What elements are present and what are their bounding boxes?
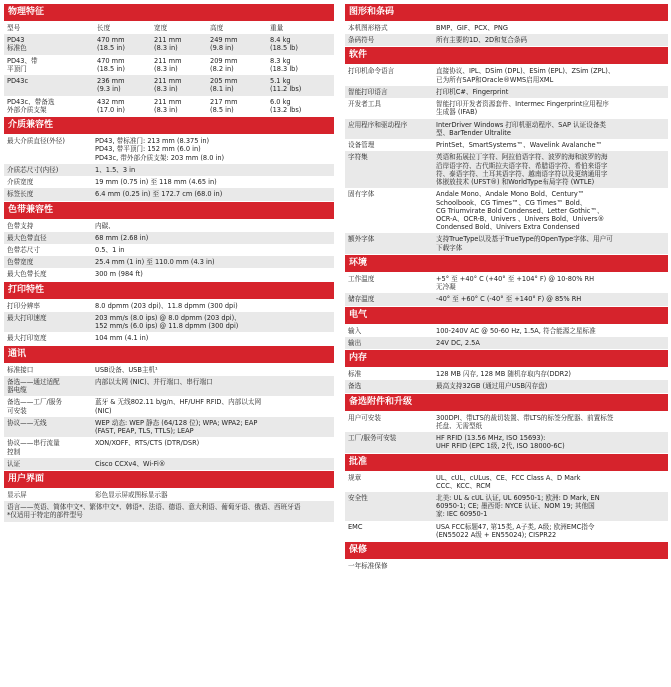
section-media: 介质兼容性 (4, 117, 334, 134)
spec-row (345, 412, 668, 432)
spec-value: USB设备、USB主机¹ (95, 365, 158, 374)
dims-cell: PD43c、带备选 外部介质支架 (7, 97, 55, 114)
spec-value: 104 mm (4.1 in) (95, 334, 149, 343)
spec-key: 最大色带长度 (7, 270, 47, 279)
spec-row (345, 65, 668, 85)
spec-row (345, 325, 668, 337)
dims-cell: PD43c (7, 77, 29, 86)
spec-key: 色带芯尺寸 (7, 245, 40, 254)
spec-key: 储存温度 (348, 295, 375, 304)
section-warranty: 保修 (345, 542, 668, 559)
ui-display-key: 显示屏 (7, 490, 27, 499)
spec-row (345, 273, 668, 293)
spec-key: 输出 (348, 338, 362, 347)
spec-key: 用户可安装 (348, 413, 381, 422)
spec-value: 蓝牙 & 无线802.11 b/g/n、HF/UHF RFID、内部以太网 (NIC) (95, 398, 262, 415)
spec-value: WEP 动态: WEP 静态 (64/128 位); WPA; WPA2; EAP (FAST, PEAP, TLS, TTLS); LEAP (95, 418, 258, 436)
section-ui: 用户界面 (4, 471, 334, 488)
dims-cell: 470 mm (18.5 in) (97, 36, 125, 53)
spec-row (345, 472, 668, 492)
spec-value: 直接协议、IPL、DSim (DPL)、ESim (EPL)、ZSim (ZPL)、 已为所有SAP和Oracle®WMS启用XML (436, 67, 615, 84)
spec-key: 安全性 (348, 493, 368, 502)
spec-value: 所有主要的1D、2D和复合条码 (436, 36, 528, 45)
spec-value: Cisco CCXv4、Wi-Fi® (95, 459, 166, 468)
spec-key: 色带宽度 (7, 258, 34, 267)
spec-value: 1、1.5、3 in (95, 165, 136, 174)
spec-value: 6.4 mm (0.25 in) 至 172.7 cm (68.0 in) (95, 190, 223, 199)
dims-cell: 211 mm (8.3 in) (154, 77, 182, 94)
spec-value: 英语和拓展拉丁字符、阿拉伯语字符、波罗的海和波罗的海 沿岸语字符、古代斯拉夫语字符、希腊语字符、希伯来语字 符、泰语字符、土耳其语字符、越南语字符以及更纳通用字 体嵌放技术 (UFST®) 和WorldType布局字符 (WTLE) (436, 153, 608, 187)
spec-key: 工作温度 (348, 274, 375, 283)
spec-key: 最大色带直径 (7, 233, 47, 242)
spec-row (4, 268, 334, 280)
spec-row (4, 244, 334, 256)
spec-key: 输入 (348, 326, 362, 335)
spec-key: 协议——无线 (7, 418, 47, 427)
dims-row (4, 75, 334, 95)
spec-row (4, 376, 334, 396)
section-memory: 内存 (345, 350, 668, 367)
spec-row (4, 312, 334, 332)
spec-key: 打印机命令语言 (348, 67, 395, 76)
dims-row (4, 55, 334, 75)
dims-cell: 211 mm (8.3 in) (154, 56, 182, 73)
spec-row (4, 220, 334, 232)
spec-value: -40° 至 +60° C (-40° 至 +140° F) @ 85% RH (436, 295, 582, 304)
spec-row (4, 256, 334, 268)
spec-value: BMP、GIF、PCX、PNG (436, 24, 508, 32)
dims-cell: 211 mm (8.3 in) (154, 97, 182, 114)
section-electrical: 电气 (345, 307, 668, 324)
dims-cell: 217 mm (8.5 in) (210, 97, 238, 114)
dims-cell: 205 mm (8.1 in) (210, 77, 238, 94)
spec-value: 19 mm (0.75 in) 至 118 mm (4.65 in) (95, 178, 217, 187)
spec-value: 内部以太网 (NIC)、并行端口、串行端口 (95, 377, 213, 386)
spec-key: 介质宽度 (7, 178, 34, 187)
spec-key: 本机图形格式 (348, 24, 388, 32)
dims-cell: 470 mm (18.5 in) (97, 56, 125, 73)
spec-row (345, 151, 668, 188)
spec-key: 备选 (348, 382, 362, 391)
section-graphics: 图形和条码 (345, 4, 668, 21)
spec-value: XON/XOFF、RTS/CTS (DTR/DSR) (95, 439, 200, 448)
spec-row (345, 492, 668, 521)
spec-row (4, 437, 334, 457)
spec-value: +5° 至 +40° C (+40° 至 +104° F) @ 10-80% RH 无冷凝 (436, 274, 595, 292)
spec-key: 条码符号 (348, 36, 375, 45)
spec-row (345, 432, 668, 452)
section-comm: 通讯 (4, 346, 334, 363)
spec-key: 打印分辨率 (7, 301, 40, 310)
spec-row (345, 337, 668, 349)
spec-value: PD43, 带标准门: 213 mm (8.375 in) PD43, 带平顶门: 152 mm (6.0 in) PD43c, 带外部介质支架: 203 mm (8.0 in) (95, 137, 225, 162)
spec-row (4, 458, 334, 470)
dims-cell: 236 mm (9.3 in) (97, 77, 125, 94)
dims-cell: 6.0 kg (13.2 lbs) (270, 97, 302, 114)
spec-key: 最大打印宽度 (7, 334, 47, 343)
spec-key: 备选——通过适配 器电缆 (7, 377, 60, 395)
spec-row (4, 417, 334, 437)
left-column (4, 4, 334, 522)
dims-cell: 8.4 kg (18.5 lb) (270, 36, 298, 53)
spec-value: HF RFID (13.56 MHz, ISO 15693): UHF RFID (EPC 1级, 2代, ISO 18000-6C) (436, 434, 565, 451)
spec-row (4, 164, 334, 176)
spec-value: 打印机C#、Fingerprint (436, 87, 509, 96)
spec-value: 24V DC, 2.5A (436, 338, 480, 347)
spec-key: 标签长度 (7, 190, 34, 199)
spec-key: EMC (348, 522, 363, 531)
spec-row (345, 188, 668, 233)
dims-cell: 5.1 kg (11.2 lbs) (270, 77, 302, 94)
spec-value: 25.4 mm (1 in) 至 110.0 mm (4.3 in) (95, 258, 215, 267)
section-physical: 物理特征 (4, 4, 334, 21)
spec-row (4, 188, 334, 200)
spec-key: 认证 (7, 459, 21, 468)
ui-language-text: 语言——英语、简体中文*、繁体中文*、韩语*、法语、德语、意大利语、葡萄牙语、俄语、西班牙语 *仅适用于特定的部件型号 (7, 503, 301, 520)
spec-key: 字符集 (348, 153, 368, 162)
col-weight: 重量 (270, 24, 284, 32)
dims-cell: 8.3 kg (18.3 lb) (270, 56, 298, 73)
spec-row (345, 34, 668, 46)
spec-row (4, 176, 334, 188)
spec-value: 北美: UL & cUL 认证, UL 60950-1; 欧洲: D Mark, EN 60950-1; CE; 墨西哥: NYCE 认证、NOM 19; 其他国 家: IEC 60950-1 (436, 493, 600, 519)
section-approvals: 批准 (345, 454, 668, 471)
ui-display-value: 彩色显示屏或图标显示器 (95, 490, 168, 499)
spec-key: 智能打印语言 (348, 87, 388, 96)
ui-language-row (4, 501, 334, 521)
spec-value: InterDriver Windows 打印机驱动程序、SAP 认证设备类 型、BarTender Ultralite (436, 120, 607, 137)
dims-cell: 432 mm (17.0 in) (97, 97, 125, 114)
spec-value: 203 mm/s (8.0 ips) @ 8.0 dpmm (203 dpi)、 152 mm/s (6.0 ips) @ 11.8 dpmm (300 dpi) (95, 313, 241, 331)
spec-row (4, 232, 334, 244)
spec-value: 智能打印开发者资源套件、Intermec Fingerprint应用程序 生成器 (IFAB) (436, 100, 609, 117)
spec-row (345, 119, 668, 139)
spec-key: 设备管理 (348, 141, 375, 150)
spec-value: 8.0 dpmm (203 dpi)、11.8 dpmm (300 dpi) (95, 301, 238, 310)
spec-key: 开发者工具 (348, 100, 381, 109)
spec-value: UL、cUL、cULus、CE、FCC Class A、D Mark CCC、KCC、RCM (436, 473, 581, 490)
section-software: 软件 (345, 47, 668, 64)
ui-display-row (4, 489, 334, 501)
spec-row (345, 380, 668, 392)
spec-key: 最大介质直径(外径) (7, 137, 65, 146)
spec-value: 内碳、 (95, 221, 115, 230)
spec-value: 支持TrueType以及基于TrueType的OpenType字体、用户可 下载字体 (436, 235, 613, 252)
spec-key: 标准接口 (7, 365, 34, 374)
spec-key: 标准 (348, 370, 362, 379)
spec-row (4, 396, 334, 416)
section-accessories: 备选附件和升级 (345, 394, 668, 411)
spec-row (345, 521, 668, 541)
col-width: 宽度 (154, 24, 168, 32)
spec-value: 100-240V AC @ 50-60 Hz, 1.5A, 符合能源之星标准 (436, 326, 596, 335)
spec-row (345, 233, 668, 253)
col-length: 长度 (97, 24, 111, 32)
spec-value: 0.5、1 in (95, 245, 125, 254)
spec-row (4, 135, 334, 164)
spec-key: 固有字体 (348, 190, 375, 199)
spec-key: 规章 (348, 473, 362, 482)
dims-row (4, 96, 334, 116)
dims-row (4, 34, 334, 54)
spec-key: 额外字体 (348, 235, 375, 244)
dims-cell: 209 mm (8.2 in) (210, 56, 238, 73)
spec-row (345, 368, 668, 380)
dims-cell: PD43、带 平顶门 (7, 56, 38, 73)
spec-value: 最高支持32GB (通过用户USB闪存盘) (436, 382, 548, 391)
spec-key: 协议——串行流量 控制 (7, 439, 60, 456)
spec-row (345, 139, 668, 151)
spec-row (4, 300, 334, 312)
spec-value: Andale Mono、Andale Mono Bold、Century™ Schoolbook、CG Times™、CG Times™ Bold、 CG Triumvirate Bold Condensed、Letter Gothic™、 OCR-A、OCR-B、Univers 、Univers Bold、Univers® Condensed Bold、Univers Extra Condensed (436, 190, 605, 232)
spec-value: PrintSet、SmartSystems™、Wavelink Avalanche™ (436, 141, 603, 150)
section-ribbon: 色带兼容性 (4, 202, 334, 219)
warranty-text: 一年标准保修 (348, 562, 388, 571)
spec-row (345, 98, 668, 118)
dims-header (4, 22, 334, 34)
warranty-row (345, 560, 668, 572)
dims-cell: PD43 标准色 (7, 36, 27, 53)
spec-key: 介质芯尺寸(内径) (7, 165, 59, 174)
spec-value: 300DPI、带LTS的裁切装置、带LTS的标签分配器、前置标签 托盘、无需型纸 (436, 413, 614, 430)
dims-cell: 249 mm (9.8 in) (210, 36, 238, 53)
spec-row (4, 332, 334, 344)
spec-row (4, 364, 334, 376)
spec-value: 300 m (984 ft) (95, 270, 143, 279)
spec-key: 工厂/服务可安装 (348, 434, 397, 443)
spec-key: 色带支持 (7, 221, 34, 230)
spec-value: USA FCC标题47, 第15类, A子类, A级; 欧洲EMC指令 (EN55022 A级 + EN55024); CISPR22 (436, 522, 595, 539)
spec-row (345, 86, 668, 98)
section-environment: 环境 (345, 255, 668, 272)
dims-cell: 211 mm (8.3 in) (154, 36, 182, 53)
spec-value: 68 mm (2.68 in) (95, 233, 149, 242)
section-print: 打印特性 (4, 282, 334, 299)
spec-value: 128 MB 闪存, 128 MB 随机存取内存(DDR2) (436, 370, 571, 379)
col-height: 高度 (210, 24, 224, 32)
spec-key: 应用程序和驱动程序 (348, 120, 408, 129)
col-model: 型号 (7, 24, 21, 32)
spec-key: 备选——工厂/服务 可安装 (7, 398, 62, 415)
right-column (345, 4, 668, 572)
spec-row (345, 293, 668, 305)
spec-key: 最大打印速度 (7, 313, 47, 322)
spec-row (345, 22, 668, 34)
